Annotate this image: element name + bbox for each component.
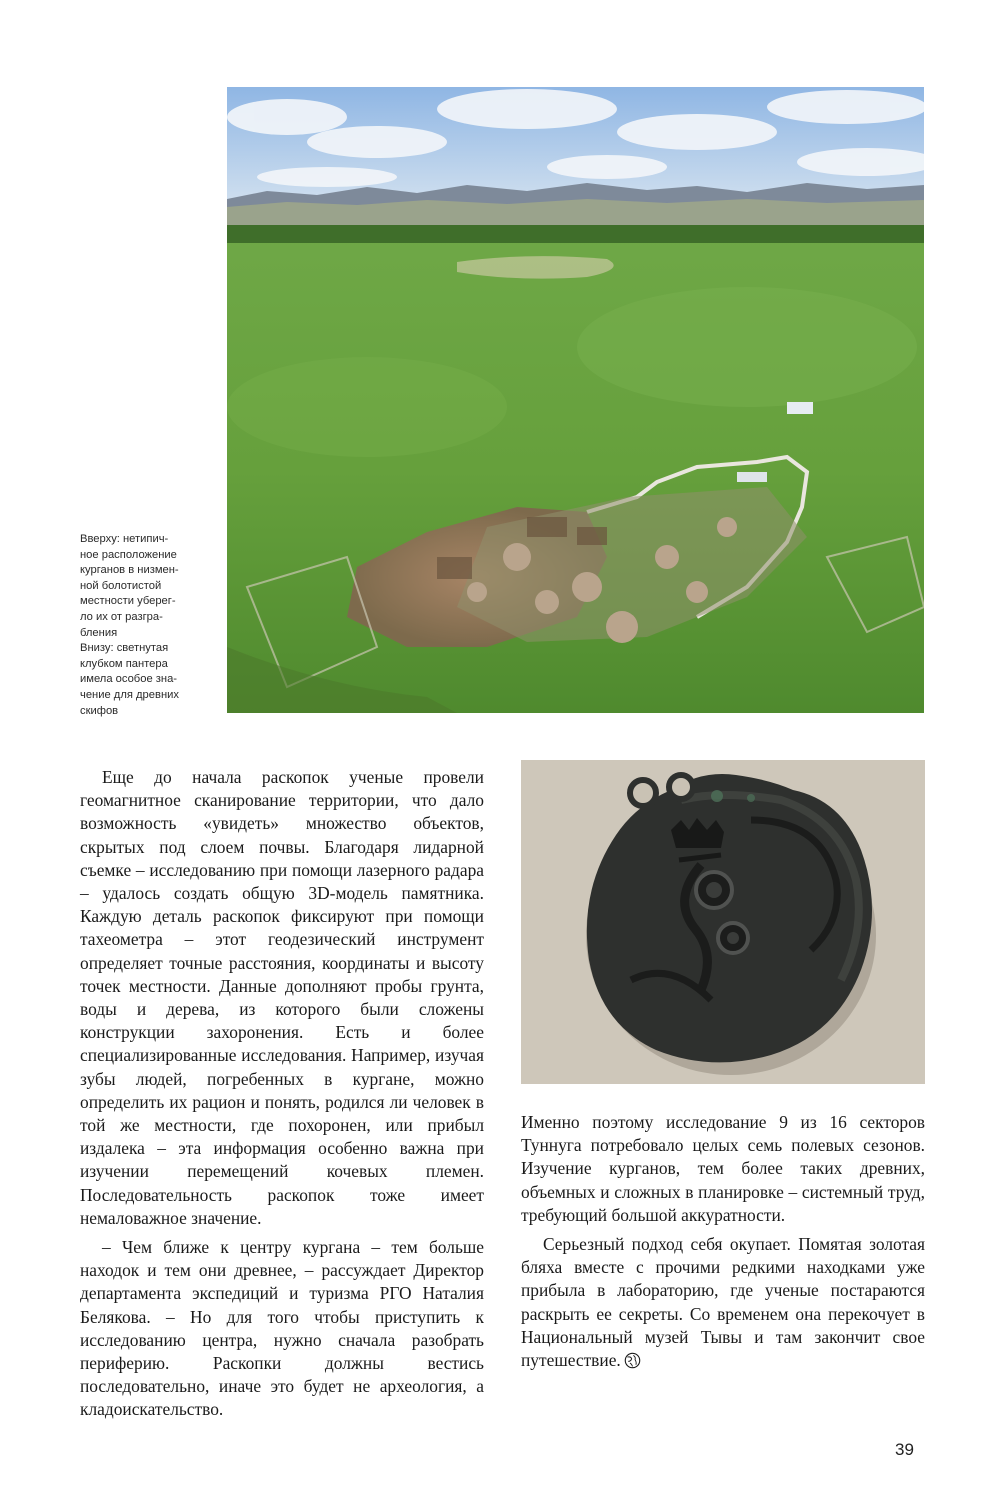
paragraph-continued: Именно поэтому исследование 9 из 16 секторов Туннуга потребовало целых семь полевых сезонов. Изучение курганов, тем более таких древних, объемных и сложных в планировке – системный труд, требующий большой аккуратности.	[521, 1112, 925, 1225]
page-number: 39	[895, 1440, 914, 1459]
paragraph-final-text: Серьезный подход себя окупает. Помятая золотая бляха вместе с прочими редкими находками уже прибыла в лабораторию, где ученые постараются раскрыть ее секреты. Со временем она перекочует в Национальный музей Тывы и там закончит свое путешествие.	[521, 1234, 925, 1371]
paragraph-final	[521, 1233, 925, 1372]
paragraph: Еще до начала раскопок ученые провели геомагнитное сканирование территории, что дало возможность «увидеть» множество объектов, скрытых под слоем почвы. Благодаря лидарной съемке – исследованию при помощи лазерного радара – удалось создать общую 3D-модель памятника. Каждую деталь раскопок фиксируют при помощи тахеометра – этот геодезический инструмент определяет точные расстояния, координаты и высоту точек местности. Данные дополняют пробы грунта, воды и дерева, из которого были сложены конструкции захоронения. Есть и более специализированные исследования. Например, изучая зубы людей, погребенных в кургане, можно определить их рацион и понять, родился ли человек в той же местности, где похоронен, или прибыл издалека – эта информация особенно важна при изучении перемещений кочевых племен. Последовательность раскопок тоже имеет немаловажное значение.	[80, 767, 484, 1228]
photo-caption	[80, 532, 198, 719]
caption-top: Вверху: нетипич- ное расположение курганов в низмен- ной болотистой местности уберег- ло их от разгра- бления	[80, 533, 179, 639]
article-left-column	[80, 766, 484, 1422]
article-right-column	[521, 1111, 925, 1372]
globe-icon	[624, 1352, 641, 1369]
caption-bottom: Внизу: светнутая клубком пантера имела особое зна- чение для древних скифов	[80, 642, 179, 717]
paragraph-quote: – Чем ближе к центру кургана – тем больше находок и тем они древнее, – рассуждает Директор департамента экспедиций и туризма РГО Наталия Белякова. – Но для того чтобы приступить к исследованию центра, нужно сначала разобрать периферию. Раскопки должны вестись последовательно, иначе это будет не археология, а кладоискательство.	[80, 1237, 484, 1420]
aerial-photo-excavation	[227, 87, 924, 713]
panther-plaque-photo	[521, 760, 925, 1084]
